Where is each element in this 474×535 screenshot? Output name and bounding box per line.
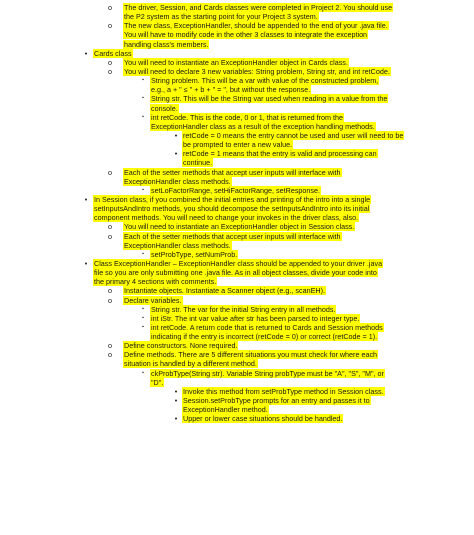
bullet-marker: • <box>84 194 88 204</box>
highlighted-text: setInputsAndIntro methods, you should decompose the setInputsAndIntro into its initial <box>94 204 370 214</box>
document-line <box>0 140 474 149</box>
bullet-marker: ▪ <box>142 77 144 84</box>
highlighted-text: indicating if the entry is incorrect (retCode = 0) or correct (retCode = 1). <box>151 332 378 342</box>
bullet-marker: ▪ <box>142 113 144 120</box>
document-line <box>0 222 474 231</box>
document-line <box>0 30 474 39</box>
document-line <box>0 177 474 186</box>
highlighted-text: console. <box>151 103 178 113</box>
highlighted-text: You will need to declare 3 new variables: String problem, String str, and int retCode. <box>124 66 390 76</box>
document-line <box>0 414 474 423</box>
bullet-marker: ▪ <box>142 186 144 193</box>
bullet-marker: ▪ <box>142 314 144 321</box>
document-line <box>0 21 474 30</box>
document-line <box>0 259 474 268</box>
highlighted-text: handling class's members. <box>124 39 209 49</box>
highlighted-text: The new class, ExceptionHandler, should be appended to the end of your .java file. <box>124 21 388 31</box>
document-line <box>0 204 474 213</box>
highlighted-text: You will need to instantiate an ExceptionHandler object in Cards class. <box>124 57 348 67</box>
document-line <box>0 195 474 204</box>
document-line <box>0 94 474 103</box>
highlighted-text: retCode = 0 means the entry cannot be used and user will need to be <box>183 130 404 140</box>
document-line <box>0 213 474 222</box>
document-line <box>0 40 474 49</box>
bullet-marker: o <box>108 21 112 31</box>
document-line <box>0 314 474 323</box>
highlighted-text: You will have to modify code in the other 3 classes to integrate the exception <box>124 30 368 40</box>
highlighted-text: e.g., a + " ≤ " + b + " = ", but without the response. <box>151 85 311 95</box>
highlighted-text: situation is handled by a different method. <box>124 359 257 369</box>
document-line <box>0 296 474 305</box>
highlighted-text: int retCode. A return code that is returned to Cards and Session methods <box>151 322 383 332</box>
bullet-marker: • <box>174 130 178 140</box>
highlighted-text: int iStr. The int var value after str has been parsed to integer type. <box>151 313 360 323</box>
bullet-marker: o <box>108 222 112 232</box>
bullet-marker: o <box>108 350 112 360</box>
highlighted-text: Define methods. There are 5 different situations you must check for where each <box>124 350 378 360</box>
document-line <box>0 268 474 277</box>
document-line <box>0 378 474 387</box>
bullet-marker: • <box>174 386 178 396</box>
document-line <box>0 12 474 21</box>
document-line <box>0 332 474 341</box>
document-line <box>0 131 474 140</box>
document-line <box>0 76 474 85</box>
highlighted-text: the primary 4 sections with comments. <box>94 277 217 287</box>
highlighted-text: Session.setProbType prompts for an entry and passes it to <box>183 396 370 406</box>
highlighted-text: setProbType, setNumProb. <box>151 249 238 259</box>
highlighted-text: the P2 system as the starting point for your Project 3 system. <box>124 12 318 22</box>
highlighted-text: Define constructors. None required. <box>124 341 238 351</box>
bullet-marker: • <box>84 48 88 58</box>
document-line <box>0 85 474 94</box>
document-line <box>0 168 474 177</box>
highlighted-text: Each of the setter methods that accept user inputs will interface with <box>124 167 341 177</box>
document-line <box>0 49 474 58</box>
highlighted-text: ExceptionHandler class as a result of the exception handling methods. <box>151 121 375 131</box>
bullet-marker: ▪ <box>142 95 144 102</box>
document-line <box>0 104 474 113</box>
document-line <box>0 369 474 378</box>
highlighted-text: continue. <box>183 158 213 168</box>
bullet-marker: o <box>108 295 112 305</box>
highlighted-text: ExceptionHandler class methods. <box>124 240 231 250</box>
document-line <box>0 58 474 67</box>
highlighted-text: ExceptionHandler method. <box>183 405 268 415</box>
bullet-marker: • <box>174 396 178 406</box>
bullet-marker: o <box>108 286 112 296</box>
bullet-marker: o <box>108 66 112 76</box>
document-line <box>0 250 474 259</box>
highlighted-text: Instantiate objects. Instantiate a Scanner object (e.g., scanEH). <box>124 286 325 296</box>
document-line <box>0 387 474 396</box>
highlighted-text: String problem. This will be a var with value of the constructed problem, <box>151 76 379 86</box>
document-line <box>0 149 474 158</box>
highlighted-text: You will need to instantiate an ExceptionHandler object in Session class. <box>124 222 355 232</box>
highlighted-text: Each of the setter methods that accept user inputs will interface with <box>124 231 341 241</box>
highlighted-text: component methods. You will need to change your invokes in the driver class, also. <box>94 213 359 223</box>
bullet-marker: o <box>108 57 112 67</box>
highlighted-text: int retCode. This is the code, 0 or 1, that is returned from the <box>151 112 344 122</box>
bullet-marker: o <box>108 341 112 351</box>
highlighted-text: retCode = 1 means that the entry is valid and processing can <box>183 149 377 159</box>
document-line <box>0 67 474 76</box>
document-line <box>0 405 474 414</box>
document-line <box>0 113 474 122</box>
highlighted-text: ExceptionHandler class methods. <box>124 176 231 186</box>
document-line <box>0 241 474 250</box>
document-line <box>0 359 474 368</box>
bullet-marker: • <box>174 414 178 424</box>
document-line <box>0 158 474 167</box>
highlighted-text: be prompted to enter a new value. <box>183 140 293 150</box>
bullet-marker: ▪ <box>142 250 144 257</box>
highlighted-text: String str. This will be the String var used when reading in a value from the <box>151 94 388 104</box>
highlighted-text: Declare variables. <box>124 295 182 305</box>
bullet-marker: ▪ <box>142 369 144 376</box>
highlighted-text: In Session class, if you combined the initial entries and printing of the intro into a single <box>94 194 371 204</box>
highlighted-text: Invoke this method from setProbType method in Session class. <box>183 386 384 396</box>
document-line <box>0 350 474 359</box>
highlighted-text: Class ExceptionHandler – ExceptionHandler class should be appended to your driver .java <box>94 258 383 268</box>
bullet-marker: o <box>108 167 112 177</box>
bullet-marker: o <box>108 3 112 12</box>
highlighted-text: Cards class <box>94 48 132 58</box>
highlighted-text: String str. The var for the initial String entry in all methods. <box>151 304 336 314</box>
highlighted-text: "D". <box>151 377 164 387</box>
bullet-marker: • <box>84 258 88 268</box>
highlighted-text: Upper or lower case situations should be handled. <box>183 414 343 424</box>
document-line <box>0 122 474 131</box>
document-line <box>0 277 474 286</box>
bullet-marker: ▪ <box>142 305 144 312</box>
document-line <box>0 341 474 350</box>
document-line <box>0 323 474 332</box>
document-line <box>0 232 474 241</box>
bullet-marker: o <box>108 231 112 241</box>
document-line <box>0 396 474 405</box>
highlighted-text: The driver, Session, and Cards classes were completed in Project 2. You should use <box>124 3 393 12</box>
document-line <box>0 3 474 12</box>
highlighted-text: setLoFactorRange, setHiFactorRange, setResponse. <box>151 185 320 195</box>
bullet-marker: ▪ <box>142 323 144 330</box>
document-line <box>0 305 474 314</box>
document-line <box>0 186 474 195</box>
highlighted-text: file so you are only submitting one .java file. As in all object classes, divide your code into <box>94 268 377 278</box>
highlighted-text: ckProbType(String str). Variable String probType must be "A", "S", "M", or <box>151 368 384 378</box>
bullet-marker: • <box>174 149 178 159</box>
document-line <box>0 286 474 295</box>
